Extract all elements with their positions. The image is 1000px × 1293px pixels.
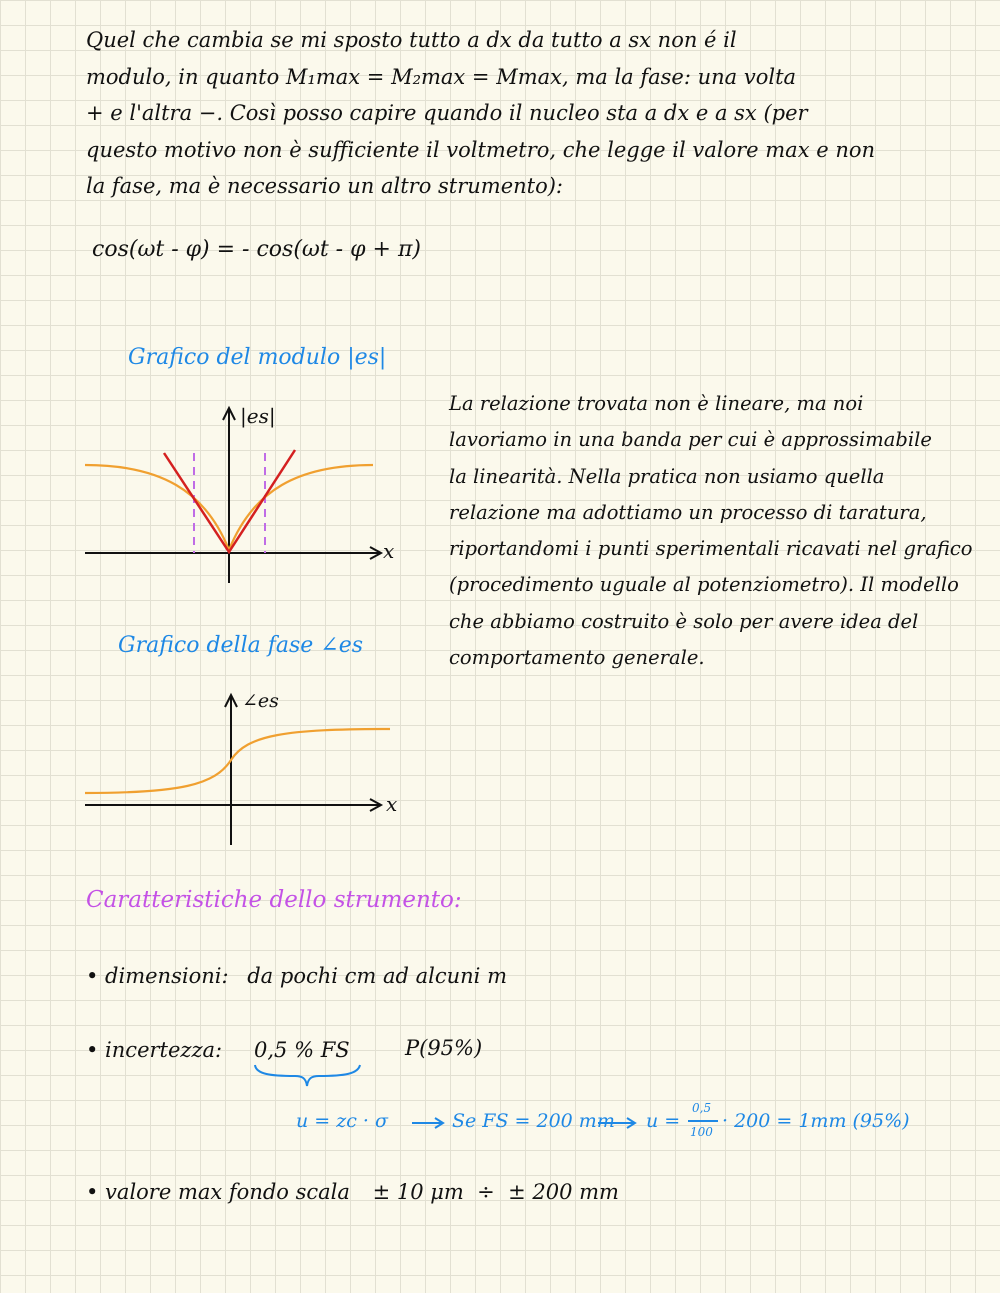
explanation-line: riportandomi i punti sperimentali ricavati nel grafico bbox=[449, 537, 973, 561]
dimensions-bullet bbox=[86, 964, 507, 988]
max-scale-value: ± 10 μm ÷ ± 200 mm bbox=[372, 1180, 619, 1204]
max-scale-bullet bbox=[86, 1180, 619, 1204]
calc-fraction-numerator: 0,5 bbox=[692, 1101, 712, 1115]
uncertainty-probability: P(95%) bbox=[405, 1036, 483, 1060]
calc-result-prefix: u = bbox=[646, 1110, 681, 1132]
intro-line: modulo, in quanto M₁max = M₂max = Mmax, ma la fase: una volta bbox=[86, 64, 797, 89]
explanation-line: comportamento generale. bbox=[449, 646, 705, 670]
arrow-right-icon bbox=[410, 1114, 446, 1130]
uncertainty-brace bbox=[250, 1062, 365, 1090]
y-axis-label: |es| bbox=[240, 404, 276, 428]
explanation-line: (procedimento uguale al potenziometro). Il modello bbox=[449, 573, 959, 597]
intro-line: + e l'altra −. Così posso capire quando il nucleo sta a dx e a sx (per bbox=[86, 101, 808, 125]
arrow-right-icon bbox=[596, 1114, 638, 1130]
explanation-line: che abbiamo costruito è solo per avere idea del bbox=[449, 609, 919, 633]
y-axis-label: ∠es bbox=[242, 690, 279, 712]
dimensions-value: da pochi cm ad alcuni m bbox=[247, 964, 507, 988]
phase-curve bbox=[85, 729, 390, 793]
dimensions-label: • dimensioni: bbox=[86, 964, 229, 988]
x-axis-label: x bbox=[383, 539, 395, 563]
calc-result-suffix: · 200 = 1mm (95%) bbox=[722, 1110, 910, 1132]
intro-line: la fase, ma è necessario un altro strumento): bbox=[86, 174, 564, 198]
calc-fraction-bar bbox=[688, 1120, 718, 1122]
graph-fase-title: Grafico della fase ∠es bbox=[118, 633, 364, 658]
explanation-line: la linearità. Nella pratica non usiamo quella bbox=[449, 464, 885, 488]
explanation-line: La relazione trovata non è lineare, ma noi bbox=[449, 392, 864, 415]
max-scale-label: • valore max fondo scala bbox=[86, 1180, 350, 1204]
calc-u: u = zc · σ bbox=[296, 1110, 388, 1132]
intro-paragraph bbox=[86, 22, 916, 205]
calc-fraction-denominator: 100 bbox=[690, 1125, 713, 1139]
intro-line: Quel che cambia se mi sposto tutto a dx da tutto a sx non é il bbox=[86, 28, 737, 52]
explanation-paragraph bbox=[449, 386, 973, 676]
graph-fase bbox=[70, 685, 410, 850]
explanation-line: relazione ma adottiamo un processo di taratura, bbox=[449, 500, 927, 524]
uncertainty-value: 0,5 % FS bbox=[254, 1038, 350, 1062]
uncertainty-label: • incertezza: bbox=[86, 1038, 223, 1062]
cosine-identity-formula: cos(ωt - φ) = - cos(ωt - φ + π) bbox=[92, 237, 421, 262]
graph-modulo-title: Grafico del modulo |es| bbox=[128, 345, 387, 370]
graph-modulo bbox=[70, 395, 410, 585]
intro-line: questo motivo non è sufficiente il voltmetro, che legge il valore max e non bbox=[86, 137, 876, 162]
characteristics-title: Caratteristiche dello strumento: bbox=[86, 887, 462, 913]
calc-fs: Se FS = 200 mm bbox=[452, 1110, 615, 1132]
x-axis-label: x bbox=[386, 792, 398, 816]
explanation-line: lavoriamo in una banda per cui è approssimabile bbox=[449, 428, 932, 452]
